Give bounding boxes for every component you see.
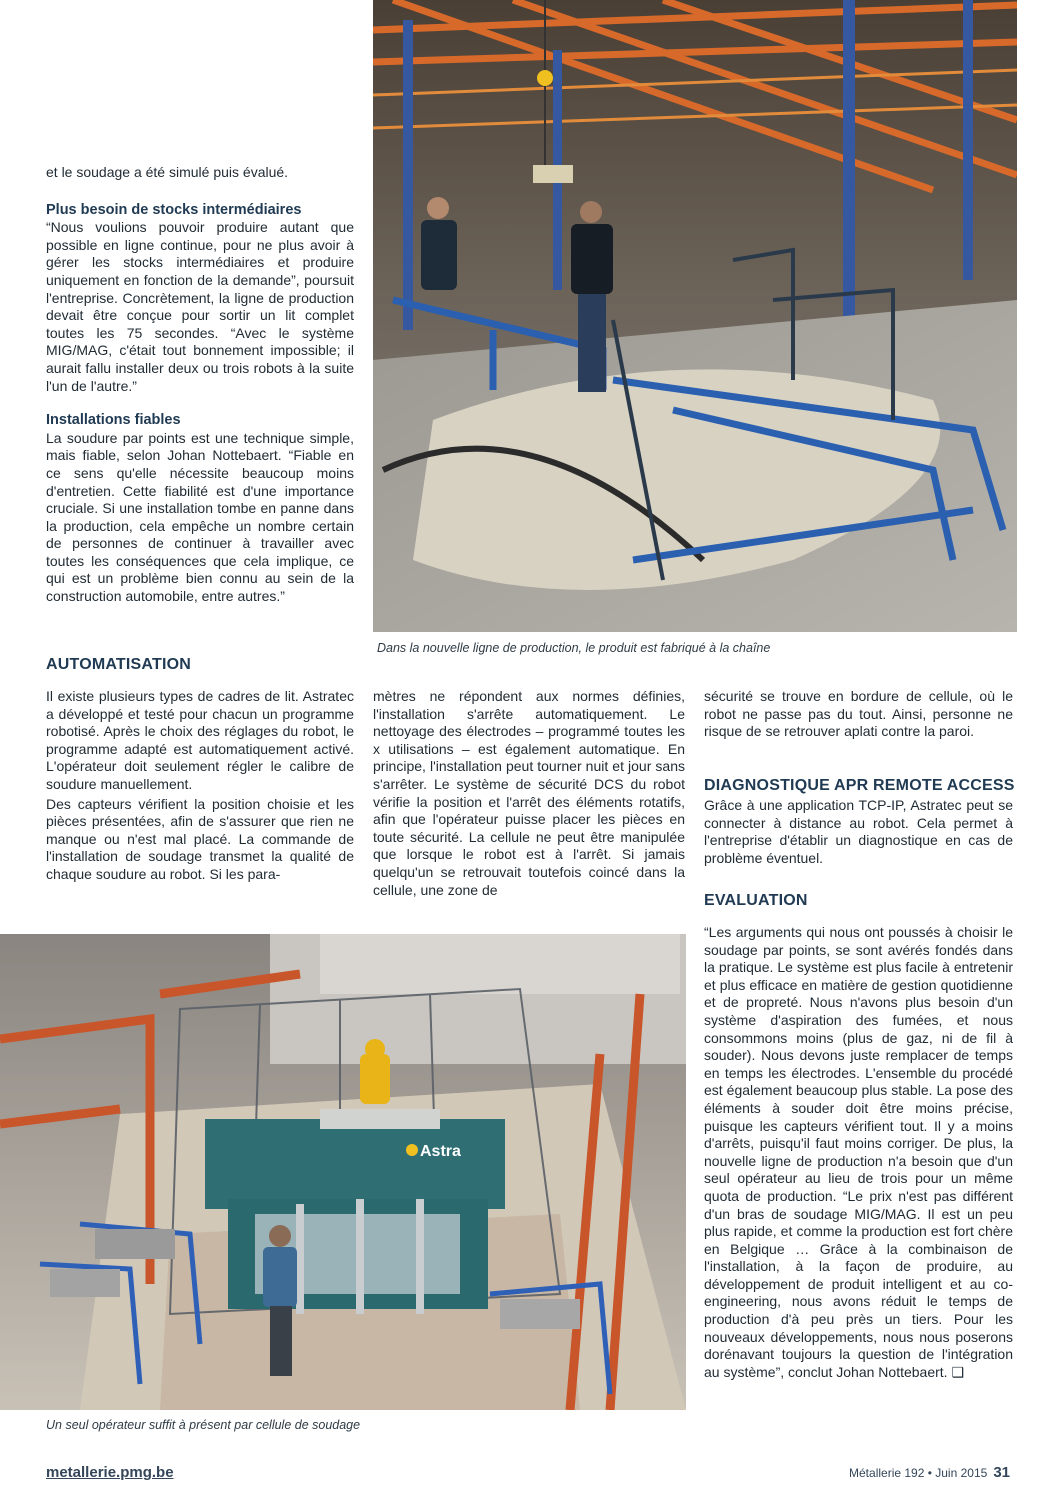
photo-production-line [373, 0, 1017, 632]
evaluation-body: “Les arguments qui nous ont poussés à choisir le soudage par points, se sont avérés fondés dans la pratique. Le système est plus facile à entretenir et plus efficace en matière de gestion quotidienne et de propreté. Nous n'avons plus besoin d'un système d'aspiration des fumées, et nous consommons moins (plus de gaz, ni de fil à souder). Nous devons juste remplacer de temps en temps les électrodes. L'ensemble du procédé est également beaucoup plus stable. La pose des éléments à souder doit être moins précise, puisque les capteurs vérifient tout. Il y a moins d'arrêts, puisqu'il faut moins corriger. De plus, la nouvelle ligne de production n'a besoin que d'un seul opérateur au lieu de trois pour un même quota de production. “Le prix n'est pas différent d'un bras de soudage MIG/MAG. Il est un peu plus rapide, et comme la production est fort chère en Belgique … Grâce à la combinaison de l'installation, à la façon de produire, au développement de produit intelligent et au co-engineering, nous avons réduit le temps de production d'à peu près un tiers. Pour les nouveaux développements, nous nous poserons dorénavant toujours la question de l'intégration au système”, conclut Johan Nottebaert. [704, 924, 1013, 1380]
automatisation-column-c [704, 688, 1013, 741]
column-1-text [46, 164, 354, 606]
evaluation-text [704, 924, 1013, 1381]
automatisation-paragraph-1: Il existe plusieurs types de cadres de lit. Astratec a développé et testé pour chacun un programme robotisé. Après le choix des réglages du robot, le programme adapté est automatiquement activé. L'opérateur doit seulement régler le calibre de soudure manuellement. [46, 688, 354, 792]
astratec-logo-text: Astra [420, 1143, 461, 1160]
paragraph-stocks: “Nous voulions pouvoir produire autant que possible en ligne continue, pour ne plus avoir à gérer les stocks intermédiaires et produire uniquement en fonction de la demande”, poursuit l'entreprise. Concrètement, la ligne de production devait être conçue pour sortir un lit complet toutes les 75 secondes. “Avec le système MIG/MAG, c'était tout bonnement impossible; il aurait fallu installer deux ou trois robots à la suite l'un de l'autre.” [46, 219, 354, 394]
diagnostique-text: Grâce à une application TCP-IP, Astratec peut se connecter à distance au robot. Cela permet à l'entreprise d'établir un diagnostique en cas de problème éventuel. [704, 797, 1013, 866]
footer-issue-info [849, 1464, 1010, 1481]
evaluation-text-block [704, 924, 1013, 1381]
diagnostique-text-block [704, 797, 1013, 867]
paragraph-installations: La soudure par points est une technique simple, mais fiable, selon Johan Nottebaert. “Fiable en ce sens qu'elle nécessite beaucoup moins d'entretien. Cette fiabilité est d'une importance cruciale. Si une installation tombe en panne dans la production, cela empêche un nombre certain de personnes de continuer à travailler avec toutes les conséquences que cela implique, ce qui est un problème bien connu au sein de la construction automobile, entre autres.” [46, 429, 354, 605]
intro-line: et le soudage a été simulé puis évalué. [46, 164, 289, 180]
automatisation-paragraph-2: Des capteurs vérifient la position choisie et les pièces présentées, afin de s'assurer que rien ne manque ou n'est mal placé. La commande de l'installation de soudage transmet la qualité de chaque soudure au robot. Si les para- [46, 795, 354, 882]
photo-welding-cell [0, 934, 686, 1410]
production-line-illustration [373, 0, 1017, 632]
photo2-caption: Un seul opérateur suffit à présent par cellule de soudage [46, 1418, 361, 1432]
heading-automatisation: AUTOMATISATION [46, 656, 192, 673]
welding-cell-illustration [0, 934, 686, 1410]
heading-evaluation: EVALUATION [704, 892, 808, 909]
footer-site-link[interactable]: metallerie.pmg.be [46, 1464, 174, 1481]
automatisation-paragraph-3: mètres ne répondent aux normes définies, l'installation s'arrête automatiquement. Le nettoyage des électrodes – programmé toutes les x utilisations – est également automatique. En principe, l'installation peut tourner nuit et jour sans s'arrêter. Le système de sécurité DCS du robot vérifie la position et l'arrêt des éléments rotatifs, afin que l'opérateur puisse placer les pièces en toute sécurité. La cellule ne peut être manipulée que lorsque le robot est à l'arrêt. Si jamais quelqu'un se retrouvait toutefois coincé dans la cellule, une zone de [373, 688, 685, 898]
page-number: 31 [993, 1464, 1010, 1481]
footer-issue: Métallerie 192 • Juin 2015 [849, 1466, 988, 1480]
end-mark-icon: ❑ [951, 1363, 965, 1380]
automatisation-column-b [373, 688, 685, 899]
photo1-caption: Dans la nouvelle ligne de production, le produit est fabriqué à la chaîne [377, 641, 771, 655]
automatisation-paragraph-4: sécurité se trouve en bordure de cellule, où le robot ne passe pas du tout. Ainsi, personne ne risque de se retrouver aplati contre la paroi. [704, 688, 1013, 740]
automatisation-column-a [46, 688, 354, 884]
subheading-stocks: Plus besoin de stocks intermédiaires [46, 201, 302, 218]
subheading-installations: Installations fiables [46, 412, 181, 429]
heading-diagnostique: DIAGNOSTIQUE APR REMOTE ACCESS [704, 777, 1015, 794]
